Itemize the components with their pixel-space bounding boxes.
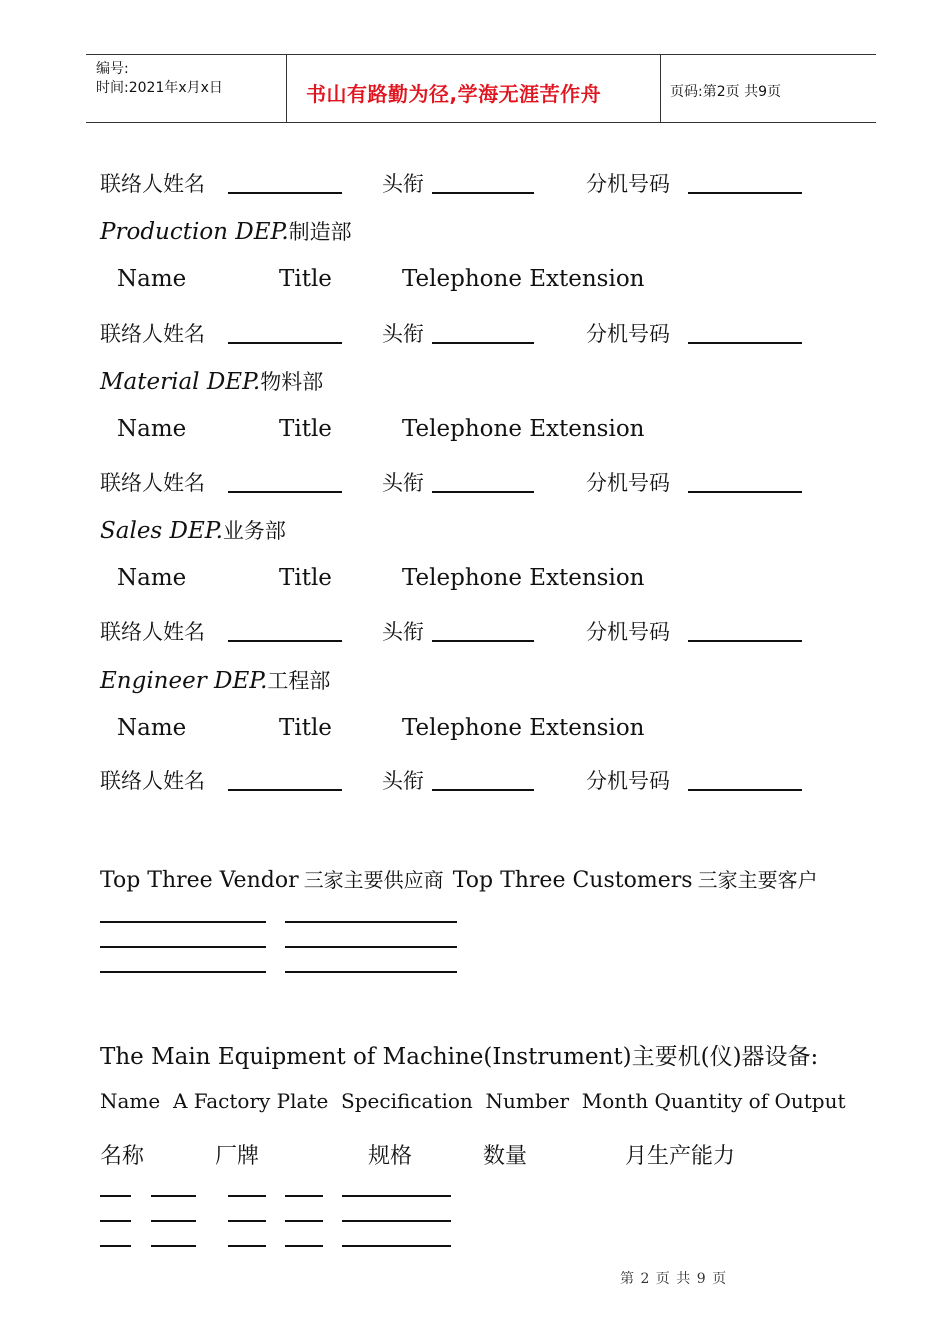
blank-output xyxy=(342,1195,451,1197)
blank-spec xyxy=(228,1195,266,1197)
header-motto: 书山有路勤为径,学海无涯苦作舟 xyxy=(306,82,602,106)
contact-ext-blank xyxy=(688,192,802,194)
column-name: Name xyxy=(117,266,187,292)
column-ext: Telephone Extension xyxy=(402,416,645,442)
contact-name-label: 联络人姓名 xyxy=(100,769,205,793)
department-title-en: Engineer DEP. xyxy=(100,668,268,694)
column-title: Title xyxy=(279,416,332,442)
blank-number xyxy=(285,1195,323,1197)
contact-name-label: 联络人姓名 xyxy=(100,620,205,644)
department-title xyxy=(100,665,330,695)
equipment-title: The Main Equipment of Machine(Instrument)主要机(仪)器设备: xyxy=(100,1044,819,1070)
customer-blank-3 xyxy=(285,971,457,973)
column-name: Name xyxy=(117,715,187,741)
top-vendor-en: Top Three Vendor xyxy=(100,868,299,893)
contact-title-label: 头衔 xyxy=(382,322,424,346)
header-divider-left xyxy=(286,55,287,123)
contact-name-blank xyxy=(228,192,342,194)
contact-title-blank xyxy=(432,491,534,493)
contact-ext-blank xyxy=(688,640,802,642)
department-title-en: Material DEP. xyxy=(100,369,261,395)
contact-title-blank xyxy=(432,640,534,642)
contact-ext-label: 分机号码 xyxy=(586,769,670,793)
contact-title-label: 头衔 xyxy=(382,769,424,793)
header-page-info: 页码:第2页 共9页 xyxy=(670,84,781,100)
blank-spec xyxy=(228,1245,266,1247)
contact-title-blank xyxy=(432,342,534,344)
top-customer-en: Top Three Customers xyxy=(452,868,693,893)
top-three-heading xyxy=(100,864,818,893)
blank-name xyxy=(100,1220,131,1222)
equipment-header-brand: 厂牌 xyxy=(215,1144,260,1169)
contact-ext-blank xyxy=(688,342,802,344)
blank-number xyxy=(285,1220,323,1222)
contact-ext-label: 分机号码 xyxy=(586,471,670,495)
header-time-label: 时间:2021年x月x日 xyxy=(96,80,223,96)
column-name: Name xyxy=(117,416,187,442)
blank-brand xyxy=(151,1245,196,1247)
contact-name-blank xyxy=(228,491,342,493)
column-title: Title xyxy=(279,266,332,292)
header-bottom-border xyxy=(86,122,876,123)
blank-name xyxy=(100,1195,131,1197)
contact-ext-label: 分机号码 xyxy=(586,322,670,346)
customer-blank-2 xyxy=(285,946,457,948)
header-top-border xyxy=(86,54,876,55)
blank-output xyxy=(342,1245,451,1247)
contact-name-blank xyxy=(228,342,342,344)
blank-brand xyxy=(151,1195,196,1197)
header-number-label: 编号: xyxy=(96,61,129,77)
vendor-blank-3 xyxy=(100,971,266,973)
department-title-en: Sales DEP. xyxy=(100,518,223,544)
vendor-blank-1 xyxy=(100,921,266,923)
contact-ext-blank xyxy=(688,491,802,493)
top-vendor-cn: 三家主要供应商 xyxy=(303,868,444,892)
contact-title-blank xyxy=(432,192,534,194)
department-title-cn: 物料部 xyxy=(260,370,324,394)
contact-ext-label: 分机号码 xyxy=(586,620,670,644)
blank-spec xyxy=(228,1220,266,1222)
equipment-header-output: 月生产能力 xyxy=(625,1144,736,1169)
contact-title-blank xyxy=(432,789,534,791)
column-ext: Telephone Extension xyxy=(402,266,645,292)
equipment-header-name: 名称 xyxy=(100,1144,145,1169)
department-title xyxy=(100,515,286,545)
contact-title-label: 头衔 xyxy=(382,172,424,196)
header-divider-right xyxy=(660,55,661,123)
equipment-headers-en: Name A Factory Plate Specification Number Month Quantity of Output xyxy=(100,1089,846,1113)
equipment-header-number: 数量 xyxy=(483,1144,528,1169)
contact-name-label: 联络人姓名 xyxy=(100,172,205,196)
customer-blank-1 xyxy=(285,921,457,923)
blank-brand xyxy=(151,1220,196,1222)
contact-name-blank xyxy=(228,789,342,791)
vendor-blank-2 xyxy=(100,946,266,948)
blank-name xyxy=(100,1245,131,1247)
footer-page-number: 第 2 页 共 9 页 xyxy=(620,1271,728,1287)
department-title-cn: 工程部 xyxy=(267,669,331,693)
contact-ext-blank xyxy=(688,789,802,791)
department-title xyxy=(100,216,352,246)
column-ext: Telephone Extension xyxy=(402,565,645,591)
contact-name-blank xyxy=(228,640,342,642)
contact-ext-label: 分机号码 xyxy=(586,172,670,196)
column-title: Title xyxy=(279,715,332,741)
blank-number xyxy=(285,1245,323,1247)
column-ext: Telephone Extension xyxy=(402,715,645,741)
department-title-cn: 制造部 xyxy=(288,220,352,244)
top-customer-cn: 三家主要客户 xyxy=(697,868,818,892)
department-title-cn: 业务部 xyxy=(222,519,286,543)
department-title-en: Production DEP. xyxy=(100,219,289,245)
column-name: Name xyxy=(117,565,187,591)
department-title xyxy=(100,366,323,396)
contact-name-label: 联络人姓名 xyxy=(100,322,205,346)
contact-title-label: 头衔 xyxy=(382,620,424,644)
contact-title-label: 头衔 xyxy=(382,471,424,495)
blank-output xyxy=(342,1220,451,1222)
column-title: Title xyxy=(279,565,332,591)
equipment-header-spec: 规格 xyxy=(368,1144,413,1169)
contact-name-label: 联络人姓名 xyxy=(100,471,205,495)
